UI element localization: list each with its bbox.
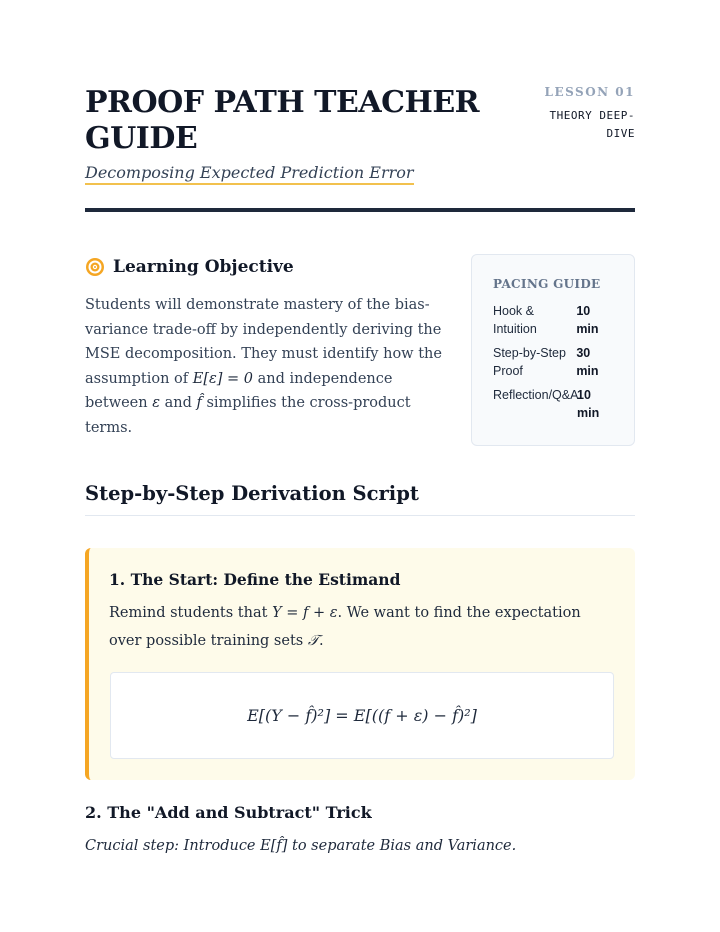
math-expectation-epsilon: E[ε] = 0: [192, 370, 254, 387]
step-1-card: [85, 548, 635, 780]
math-expected-f-hat: E[f̂]: [260, 838, 288, 854]
header-divider: [85, 208, 635, 212]
pacing-label: Step-by-Step Proof: [493, 346, 566, 378]
math-training-set: 𝒯: [307, 633, 319, 649]
step-note-part: to separate Bias and Variance.: [287, 838, 517, 854]
objective-text-part: and independence between: [85, 370, 393, 411]
learning-objective: [85, 255, 445, 455]
pacing-value: 30 min: [576, 346, 599, 378]
pacing-label: Hook & Intuition: [493, 304, 537, 336]
objective-title: Learning Objective: [113, 257, 294, 277]
lesson-number: LESSON 01: [544, 85, 635, 99]
step-2-title: 2. The "Add and Subtract" Trick: [85, 803, 372, 822]
pacing-label: Reflection/Q&A: [493, 388, 579, 402]
pacing-row: [493, 345, 614, 380]
guide-header: [85, 85, 635, 211]
math-y-definition: Y = f + ε: [272, 605, 338, 621]
section-title: Step-by-Step Derivation Script: [85, 482, 635, 516]
equation-estimand: E[(Y − f̂)²] = E[((f + ε) − f̂)²]: [247, 706, 477, 725]
target-icon: [85, 257, 105, 277]
step-1-title: 1. The Start: Define the Estimand: [109, 570, 401, 589]
pacing-value: 10 min: [576, 304, 599, 336]
objective-text-part: and: [160, 395, 197, 411]
equation-box: [110, 672, 614, 759]
pacing-value: 10 min: [577, 388, 600, 420]
step-note-part: Crucial step: Introduce: [85, 838, 261, 854]
step-2-note: [85, 838, 516, 854]
pacing-row: [493, 387, 614, 422]
objective-text-part: Students will demonstrate mastery of the bias-variance trade-off by independently deriving the MSE decomposition. They must identify how the assumption of: [85, 297, 442, 387]
step-text-part: Remind students that: [109, 605, 273, 621]
objective-heading: [85, 255, 445, 279]
step-text-part: . We want to find the expectation over possible training sets: [109, 605, 581, 649]
objective-text: [85, 293, 445, 440]
pacing-row: [493, 303, 614, 338]
pacing-guide: [471, 254, 635, 446]
lesson-type: THEORY DEEP-DIVE: [549, 109, 635, 140]
step-text-part: .: [318, 633, 324, 649]
pacing-title: PACING GUIDE: [493, 277, 601, 291]
page-title: PROOF PATH TEACHER GUIDE: [85, 85, 480, 156]
math-f-hat: f̂: [196, 395, 202, 411]
math-epsilon: ε: [152, 395, 160, 411]
page-subtitle: Decomposing Expected Prediction Error: [85, 162, 414, 185]
step-1-text: [109, 599, 615, 655]
objective-text-part: simplifies the cross-product terms.: [85, 395, 411, 436]
